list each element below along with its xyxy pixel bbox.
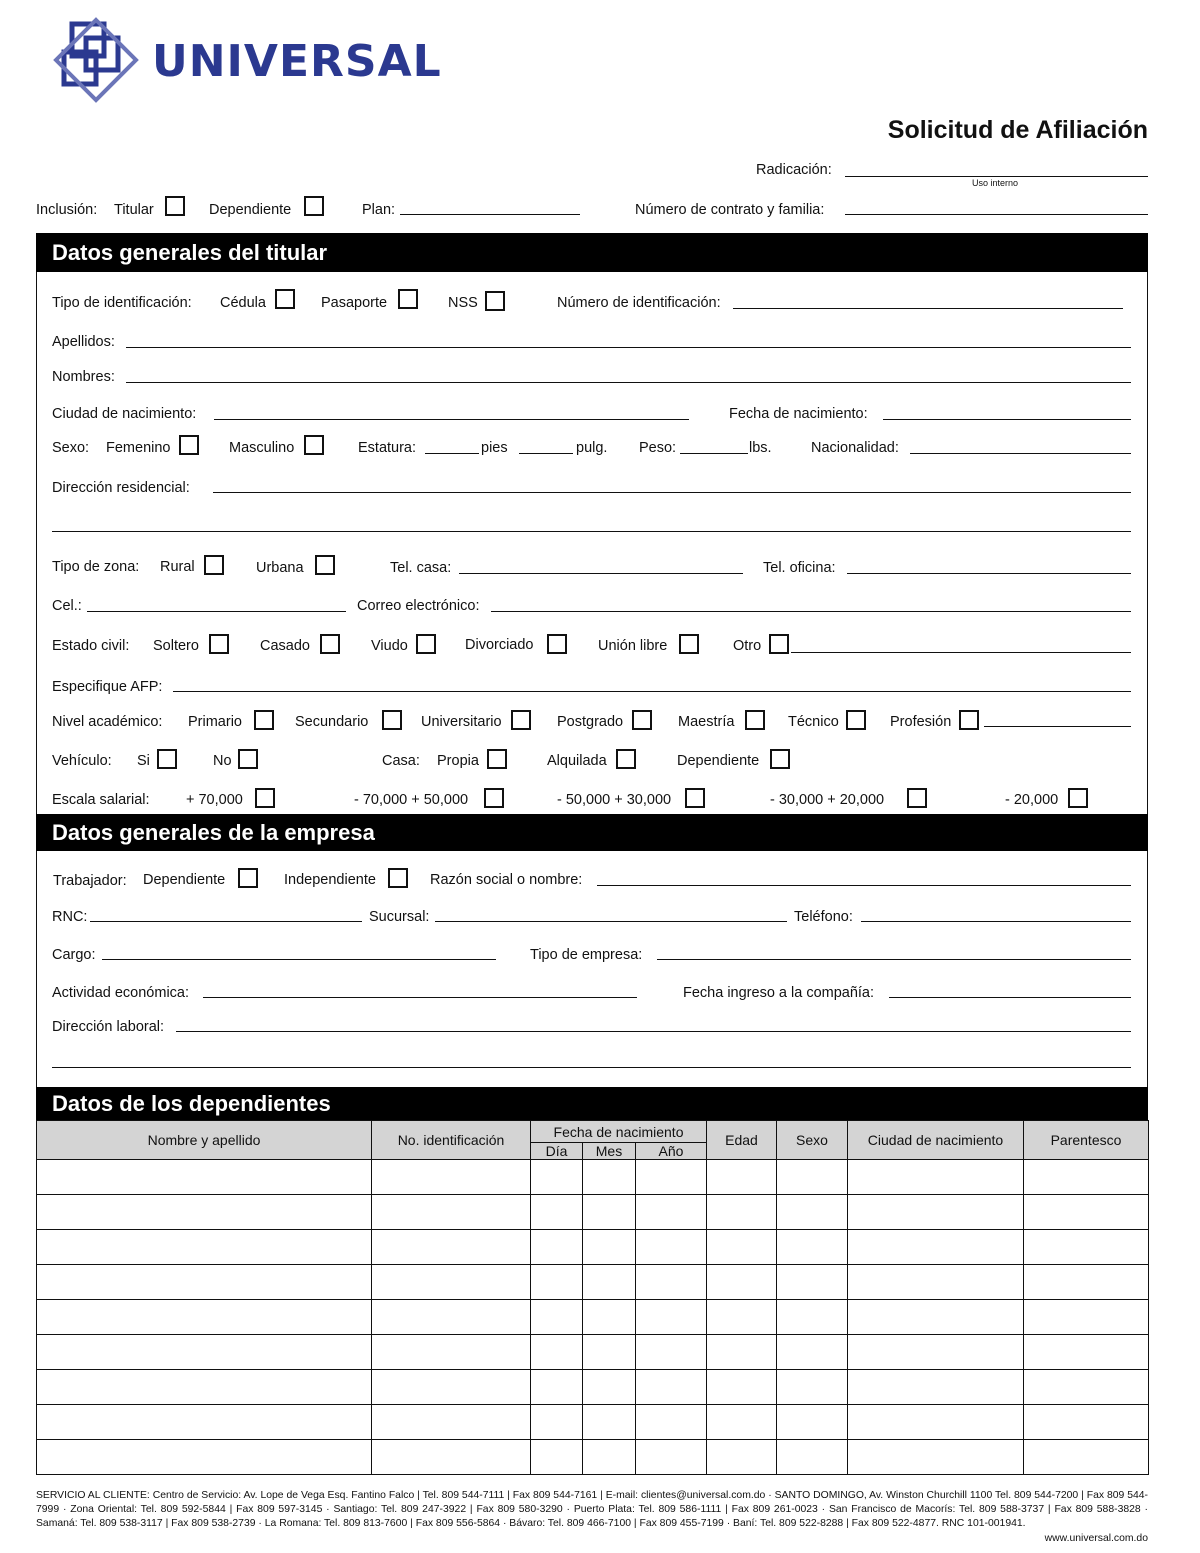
- cel-field[interactable]: [87, 611, 346, 612]
- col-parentesco-header: Parentesco: [1024, 1121, 1149, 1160]
- table-row: [37, 1405, 1149, 1440]
- cargo-field[interactable]: [102, 959, 496, 960]
- fecha-ingreso-field[interactable]: [889, 997, 1131, 998]
- table-cell[interactable]: [1024, 1440, 1149, 1475]
- correo-label: Correo electrónico:: [357, 598, 480, 614]
- table-cell[interactable]: [636, 1405, 707, 1440]
- escala-3-label: - 50,000 + 30,000: [557, 792, 672, 808]
- cedula-label: Cédula: [220, 295, 266, 311]
- table-cell[interactable]: [636, 1265, 707, 1300]
- table-cell[interactable]: [583, 1335, 636, 1370]
- col-no-id-header: No. identificación: [372, 1121, 531, 1160]
- fecha-ingreso-label: Fecha ingreso a la compañía:: [683, 985, 875, 1001]
- dependiente-checkbox[interactable]: [304, 196, 324, 216]
- col-dia-header: Día: [531, 1143, 583, 1160]
- table-cell[interactable]: [1024, 1160, 1149, 1195]
- rnc-field[interactable]: [90, 921, 362, 922]
- inclusion-label: Inclusión:: [36, 202, 98, 218]
- footer-contact-info: SERVICIO AL CLIENTE: Centro de Servicio: Av. Lope de Vega Esq. Fantino Falco | Tel. 809 544-7111 | Fax 809 544-7161 | E-mail: clientes@universal.com.do · SANTO DOMINGO, Av. Winston Churchill 1100 Tel. 809 544-7200 | Fax 809 544-7999 · Zona Oriental: Tel. 809 592-5844 | Fax 809 597-3145 · Santiago: Tel. 809 247-3922 | Fax 809 580-3290 · Puerto Plata: Tel. 809 586-1111 | Fax 809 261-0023 · San Francisco de Macorís: Tel. 809 588-3737 | Fax 809 588-3828 · Samaná: Tel. 809 538-3117 | Fax 809 538-2739 · La Romana: Tel. 809 813-7600 | Fax 809 556-5864 · Bávaro: Tel. 809 466-7100 | Fax 809 455-7199 · Baní: Tel. 809 522-8288 | Fax 809 522-4877. RNC 101-001941.: [36, 1490, 1148, 1529]
- tel-casa-field[interactable]: [459, 573, 743, 574]
- propia-checkbox[interactable]: [487, 749, 507, 769]
- femenino-label: Femenino: [106, 440, 171, 456]
- urbana-checkbox[interactable]: [315, 555, 335, 575]
- escala-label: Escala salarial:: [52, 792, 150, 808]
- table-row: [37, 1160, 1149, 1195]
- col-fecha-header: Fecha de nacimiento: [531, 1121, 707, 1143]
- actividad-label: Actividad económica:: [52, 985, 190, 1001]
- section-titular-frame: [36, 272, 1148, 815]
- col-edad-header: Edad: [707, 1121, 777, 1160]
- titular-checkbox[interactable]: [165, 196, 185, 216]
- casa-label: Casa:: [382, 753, 420, 769]
- table-cell[interactable]: [37, 1300, 372, 1335]
- table-cell[interactable]: [583, 1195, 636, 1230]
- table-cell[interactable]: [777, 1300, 848, 1335]
- table-cell[interactable]: [372, 1370, 531, 1405]
- table-cell[interactable]: [848, 1370, 1024, 1405]
- table-cell[interactable]: [372, 1195, 531, 1230]
- table-cell[interactable]: [636, 1370, 707, 1405]
- tel-oficina-label: Tel. oficina:: [763, 560, 836, 576]
- table-cell[interactable]: [848, 1195, 1024, 1230]
- correo-field[interactable]: [491, 611, 1131, 612]
- table-cell[interactable]: [372, 1405, 531, 1440]
- masculino-checkbox[interactable]: [304, 435, 324, 455]
- tipo-zona-label: Tipo de zona:: [52, 559, 140, 575]
- table-cell[interactable]: [531, 1265, 583, 1300]
- lbs-label: lbs.: [749, 440, 772, 456]
- table-cell[interactable]: [531, 1370, 583, 1405]
- contrato-label: Número de contrato y familia:: [635, 202, 825, 218]
- table-cell[interactable]: [372, 1230, 531, 1265]
- table-cell[interactable]: [531, 1335, 583, 1370]
- table-cell[interactable]: [777, 1195, 848, 1230]
- dependientes-table: [36, 1120, 1149, 1475]
- table-cell[interactable]: [37, 1370, 372, 1405]
- soltero-checkbox[interactable]: [209, 634, 229, 654]
- cedula-checkbox[interactable]: [275, 289, 295, 309]
- direccion-laboral-label: Dirección laboral:: [52, 1019, 165, 1035]
- table-cell[interactable]: [848, 1335, 1024, 1370]
- logo-wordmark: UNIVERSAL: [152, 36, 442, 87]
- femenino-checkbox[interactable]: [179, 435, 199, 455]
- cel-label: Cel.:: [52, 598, 82, 614]
- table-cell[interactable]: [636, 1230, 707, 1265]
- escala-3-checkbox[interactable]: [685, 788, 705, 808]
- tipo-id-label: Tipo de identificación:: [52, 295, 192, 311]
- casa-dependiente-checkbox[interactable]: [770, 749, 790, 769]
- table-cell[interactable]: [531, 1440, 583, 1475]
- table-row: [37, 1300, 1149, 1335]
- vehiculo-si-label: Si: [137, 753, 150, 769]
- table-cell[interactable]: [707, 1230, 777, 1265]
- rnc-label: RNC:: [52, 909, 88, 925]
- casado-label: Casado: [260, 638, 310, 654]
- table-cell[interactable]: [583, 1230, 636, 1265]
- table-cell[interactable]: [583, 1160, 636, 1195]
- col-mes-header: Mes: [583, 1143, 636, 1160]
- universal-logo-icon: [50, 16, 142, 106]
- table-cell[interactable]: [707, 1335, 777, 1370]
- table-cell[interactable]: [37, 1160, 372, 1195]
- table-cell[interactable]: [848, 1300, 1024, 1335]
- pulg-label: pulg.: [576, 440, 608, 456]
- divorciado-label: Divorciado: [465, 637, 534, 653]
- maestria-checkbox[interactable]: [745, 710, 765, 730]
- actividad-field[interactable]: [203, 997, 637, 998]
- table-cell[interactable]: [1024, 1230, 1149, 1265]
- vehiculo-no-checkbox[interactable]: [238, 749, 258, 769]
- col-ciudad-header: Ciudad de nacimiento: [848, 1121, 1024, 1160]
- table-cell[interactable]: [636, 1195, 707, 1230]
- table-cell[interactable]: [583, 1440, 636, 1475]
- table-cell[interactable]: [531, 1195, 583, 1230]
- table-cell[interactable]: [583, 1405, 636, 1440]
- table-cell[interactable]: [372, 1300, 531, 1335]
- secundario-label: Secundario: [295, 714, 369, 730]
- primario-label: Primario: [188, 714, 242, 730]
- maestria-label: Maestría: [678, 714, 735, 730]
- table-cell[interactable]: [848, 1405, 1024, 1440]
- rural-checkbox[interactable]: [204, 555, 224, 575]
- masculino-label: Masculino: [229, 440, 295, 456]
- table-row: [37, 1195, 1149, 1230]
- section-titular-header: Datos generales del titular: [36, 233, 1148, 272]
- table-cell[interactable]: [636, 1300, 707, 1335]
- footer-website: www.universal.com.do: [1044, 1533, 1148, 1544]
- peso-label: Peso:: [639, 440, 677, 456]
- table-cell[interactable]: [1024, 1195, 1149, 1230]
- nacionalidad-label: Nacionalidad:: [811, 440, 899, 456]
- razon-field[interactable]: [597, 885, 1131, 886]
- titular-label: Titular: [114, 202, 154, 218]
- nombres-label: Nombres:: [52, 369, 115, 385]
- table-cell[interactable]: [848, 1230, 1024, 1265]
- alquilada-checkbox[interactable]: [616, 749, 636, 769]
- urbana-label: Urbana: [256, 560, 304, 576]
- table-cell[interactable]: [37, 1405, 372, 1440]
- pies-label: pies: [481, 440, 508, 456]
- nss-label: NSS: [448, 295, 478, 311]
- cargo-label: Cargo:: [52, 947, 96, 963]
- table-cell[interactable]: [636, 1335, 707, 1370]
- vehiculo-no-label: No: [213, 753, 232, 769]
- table-cell[interactable]: [707, 1405, 777, 1440]
- numero-id-label: Número de identificación:: [557, 295, 721, 311]
- table-cell[interactable]: [37, 1335, 372, 1370]
- propia-label: Propia: [437, 753, 479, 769]
- table-cell[interactable]: [583, 1265, 636, 1300]
- direccion-laboral-field[interactable]: [176, 1031, 1131, 1032]
- escala-1-checkbox[interactable]: [255, 788, 275, 808]
- tipo-empresa-label: Tipo de empresa:: [530, 947, 643, 963]
- radicacion-label: Radicación:: [756, 162, 832, 178]
- postgrado-label: Postgrado: [557, 714, 624, 730]
- nacionalidad-field[interactable]: [910, 453, 1131, 454]
- table-cell[interactable]: [777, 1440, 848, 1475]
- alquilada-label: Alquilada: [547, 753, 607, 769]
- profesion-label: Profesión: [890, 714, 952, 730]
- otro-checkbox[interactable]: [769, 634, 789, 654]
- table-row: [37, 1335, 1149, 1370]
- form-title: Solicitud de Afiliación: [887, 116, 1148, 144]
- universitario-label: Universitario: [421, 714, 502, 730]
- pasaporte-checkbox[interactable]: [398, 289, 418, 309]
- apellidos-field[interactable]: [126, 347, 1131, 348]
- rural-label: Rural: [160, 559, 195, 575]
- table-cell[interactable]: [1024, 1300, 1149, 1335]
- table-cell[interactable]: [37, 1440, 372, 1475]
- table-cell[interactable]: [777, 1230, 848, 1265]
- telefono-field[interactable]: [861, 921, 1131, 922]
- profesion-checkbox[interactable]: [959, 710, 979, 730]
- table-cell[interactable]: [777, 1160, 848, 1195]
- table-cell[interactable]: [37, 1195, 372, 1230]
- ciudad-nac-field[interactable]: [214, 419, 689, 420]
- table-cell[interactable]: [1024, 1405, 1149, 1440]
- fecha-nac-field[interactable]: [883, 419, 1131, 420]
- contrato-field[interactable]: [845, 214, 1148, 215]
- tipo-empresa-field[interactable]: [657, 959, 1131, 960]
- table-cell[interactable]: [531, 1160, 583, 1195]
- table-cell[interactable]: [1024, 1265, 1149, 1300]
- table-cell[interactable]: [372, 1440, 531, 1475]
- viudo-checkbox[interactable]: [416, 634, 436, 654]
- direccion-laboral-field-line2[interactable]: [52, 1067, 1131, 1068]
- direccion-label: Dirección residencial:: [52, 480, 190, 496]
- peso-field[interactable]: [680, 453, 748, 454]
- escala-1-label: + 70,000: [186, 792, 243, 808]
- table-cell[interactable]: [707, 1160, 777, 1195]
- tel-casa-label: Tel. casa:: [390, 560, 452, 576]
- telefono-label: Teléfono:: [794, 909, 853, 925]
- col-nombre-header: Nombre y apellido: [37, 1121, 372, 1160]
- table-row: [37, 1370, 1149, 1405]
- table-cell[interactable]: [372, 1265, 531, 1300]
- col-sexo-header: Sexo: [777, 1121, 848, 1160]
- nss-checkbox[interactable]: [485, 291, 505, 311]
- casado-checkbox[interactable]: [320, 634, 340, 654]
- estatura-pulg-field[interactable]: [519, 453, 573, 454]
- soltero-label: Soltero: [153, 638, 199, 654]
- independiente-checkbox[interactable]: [388, 868, 408, 888]
- table-cell[interactable]: [707, 1300, 777, 1335]
- afp-label: Especifique AFP:: [52, 679, 163, 695]
- otro-field[interactable]: [791, 652, 1131, 653]
- table-cell[interactable]: [777, 1405, 848, 1440]
- section-empresa-header: Datos generales de la empresa: [36, 814, 1148, 851]
- table-cell[interactable]: [707, 1440, 777, 1475]
- estado-civil-label: Estado civil:: [52, 638, 130, 654]
- uso-interno-note: Uso interno: [972, 178, 1019, 188]
- tecnico-label: Técnico: [788, 714, 839, 730]
- nivel-label: Nivel académico:: [52, 714, 163, 730]
- tel-oficina-field[interactable]: [847, 573, 1131, 574]
- table-cell[interactable]: [583, 1300, 636, 1335]
- afp-field[interactable]: [173, 691, 1131, 692]
- escala-4-checkbox[interactable]: [907, 788, 927, 808]
- escala-5-label: - 20,000: [1005, 792, 1059, 808]
- table-cell[interactable]: [777, 1265, 848, 1300]
- primario-checkbox[interactable]: [254, 710, 274, 730]
- plan-label: Plan:: [362, 202, 396, 218]
- radicacion-field[interactable]: [845, 176, 1148, 177]
- secundario-checkbox[interactable]: [382, 710, 402, 730]
- table-row: [37, 1265, 1149, 1300]
- otro-label: Otro: [733, 638, 762, 654]
- sucursal-label: Sucursal:: [369, 909, 430, 925]
- tecnico-checkbox[interactable]: [846, 710, 866, 730]
- postgrado-checkbox[interactable]: [632, 710, 652, 730]
- union-libre-checkbox[interactable]: [679, 634, 699, 654]
- fecha-nac-label: Fecha de nacimiento:: [729, 406, 868, 422]
- numero-id-field[interactable]: [733, 308, 1123, 309]
- table-cell[interactable]: [636, 1440, 707, 1475]
- universitario-checkbox[interactable]: [511, 710, 531, 730]
- trabajador-dependiente-label: Dependiente: [143, 872, 226, 888]
- table-cell[interactable]: [531, 1300, 583, 1335]
- table-cell[interactable]: [848, 1440, 1024, 1475]
- escala-5-checkbox[interactable]: [1068, 788, 1088, 808]
- direccion-field-line2[interactable]: [52, 531, 1131, 532]
- col-ano-header: Año: [636, 1143, 707, 1160]
- vehiculo-si-checkbox[interactable]: [157, 749, 177, 769]
- estatura-pies-field[interactable]: [425, 453, 479, 454]
- dependiente-label: Dependiente: [209, 202, 292, 218]
- table-cell[interactable]: [531, 1230, 583, 1265]
- direccion-field[interactable]: [213, 492, 1131, 493]
- escala-2-checkbox[interactable]: [484, 788, 504, 808]
- estatura-label: Estatura:: [358, 440, 417, 456]
- sexo-label: Sexo:: [52, 440, 90, 456]
- table-cell[interactable]: [848, 1265, 1024, 1300]
- table-cell[interactable]: [777, 1370, 848, 1405]
- section-dependientes-header: Datos de los dependientes: [36, 1087, 1148, 1121]
- table-cell[interactable]: [707, 1195, 777, 1230]
- table-cell[interactable]: [372, 1335, 531, 1370]
- vehiculo-label: Vehículo:: [52, 753, 112, 769]
- table-row: [37, 1440, 1149, 1475]
- sucursal-field[interactable]: [435, 921, 787, 922]
- union-libre-label: Unión libre: [598, 638, 668, 654]
- casa-dependiente-label: Dependiente: [677, 753, 760, 769]
- table-row: [37, 1230, 1149, 1265]
- escala-2-label: - 70,000 + 50,000: [354, 792, 469, 808]
- profesion-field[interactable]: [984, 726, 1131, 727]
- razon-label: Razón social o nombre:: [430, 872, 583, 888]
- divorciado-checkbox[interactable]: [547, 634, 567, 654]
- table-cell[interactable]: [707, 1370, 777, 1405]
- table-cell[interactable]: [1024, 1335, 1149, 1370]
- apellidos-label: Apellidos:: [52, 334, 115, 350]
- table-cell[interactable]: [1024, 1370, 1149, 1405]
- viudo-label: Viudo: [371, 638, 408, 654]
- nombres-field[interactable]: [126, 382, 1131, 383]
- table-cell[interactable]: [37, 1265, 372, 1300]
- trabajador-label: Trabajador:: [53, 873, 127, 889]
- ciudad-nac-label: Ciudad de nacimiento:: [52, 406, 197, 422]
- table-cell[interactable]: [531, 1405, 583, 1440]
- plan-field[interactable]: [400, 214, 580, 215]
- table-cell[interactable]: [707, 1265, 777, 1300]
- table-cell[interactable]: [37, 1230, 372, 1265]
- table-cell[interactable]: [372, 1160, 531, 1195]
- escala-4-label: - 30,000 + 20,000: [770, 792, 885, 808]
- trabajador-dependiente-checkbox[interactable]: [238, 868, 258, 888]
- pasaporte-label: Pasaporte: [321, 295, 388, 311]
- table-cell[interactable]: [583, 1370, 636, 1405]
- table-cell[interactable]: [848, 1160, 1024, 1195]
- independiente-label: Independiente: [284, 872, 376, 888]
- table-cell[interactable]: [777, 1335, 848, 1370]
- table-cell[interactable]: [636, 1160, 707, 1195]
